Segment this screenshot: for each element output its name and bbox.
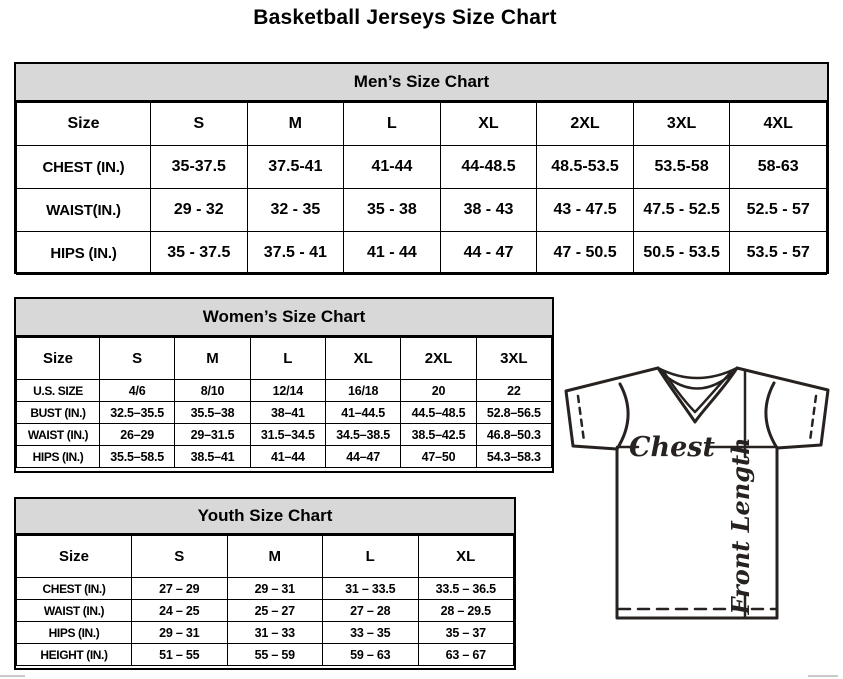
value-cell: 33.5 – 36.5 xyxy=(418,578,514,600)
column-header: XL xyxy=(325,338,400,380)
column-header: S xyxy=(151,103,248,146)
value-cell: 31 – 33 xyxy=(227,622,323,644)
row-label: BUST (IN.) xyxy=(17,402,100,424)
value-cell: 28 – 29.5 xyxy=(418,600,514,622)
jersey-vneck-outer xyxy=(658,368,737,422)
value-cell: 35 - 37.5 xyxy=(151,232,248,275)
table-row xyxy=(17,189,827,232)
value-cell: 38.5–42.5 xyxy=(401,424,476,446)
value-cell: 35-37.5 xyxy=(151,146,248,189)
table-row xyxy=(17,402,552,424)
value-cell: 53.5 - 57 xyxy=(730,232,827,275)
column-header: M xyxy=(227,536,323,578)
column-header: XL xyxy=(418,536,514,578)
table-row xyxy=(17,424,552,446)
column-header: 3XL xyxy=(633,103,730,146)
value-cell: 31 – 33.5 xyxy=(323,578,419,600)
jersey-measurement-diagram xyxy=(556,360,842,632)
value-cell: 35.5–58.5 xyxy=(100,446,175,468)
youth-size-grid xyxy=(16,535,514,666)
jersey-right-cuff-stitch xyxy=(810,396,816,441)
table-row xyxy=(17,232,827,275)
row-label: WAIST (IN.) xyxy=(17,424,100,446)
value-cell: 27 – 29 xyxy=(132,578,228,600)
value-cell: 31.5–34.5 xyxy=(250,424,325,446)
row-label: HIPS (IN.) xyxy=(17,622,132,644)
table-row xyxy=(17,600,514,622)
row-label: HIPS (IN.) xyxy=(17,446,100,468)
chest-label: Chest xyxy=(629,432,715,463)
value-cell: 63 – 67 xyxy=(418,644,514,666)
corner-header: Size xyxy=(17,536,132,578)
mens-size-table xyxy=(14,62,829,274)
value-cell: 44.5–48.5 xyxy=(401,402,476,424)
size-header-row xyxy=(17,338,552,380)
value-cell: 44-48.5 xyxy=(440,146,537,189)
corner-header: Size xyxy=(17,103,151,146)
value-cell: 26–29 xyxy=(100,424,175,446)
value-cell: 41–44.5 xyxy=(325,402,400,424)
column-header: L xyxy=(344,103,441,146)
column-header: 3XL xyxy=(476,338,551,380)
value-cell: 35.5–38 xyxy=(175,402,250,424)
scrollbar-fragment-left xyxy=(0,675,25,677)
youth-size-table xyxy=(14,497,516,670)
womens-size-grid xyxy=(16,337,552,468)
size-header-row xyxy=(17,536,514,578)
youth-size-chart-title: Youth Size Chart xyxy=(16,499,514,535)
value-cell: 22 xyxy=(476,380,551,402)
value-cell: 44 - 47 xyxy=(440,232,537,275)
jersey-left-sleeve-seam xyxy=(617,384,628,449)
value-cell: 16/18 xyxy=(325,380,400,402)
value-cell: 33 – 35 xyxy=(323,622,419,644)
value-cell: 47 - 50.5 xyxy=(537,232,634,275)
value-cell: 37.5 - 41 xyxy=(247,232,344,275)
size-header-row xyxy=(17,103,827,146)
jersey-right-sleeve-seam xyxy=(766,383,777,448)
value-cell: 59 – 63 xyxy=(323,644,419,666)
value-cell: 48.5-53.5 xyxy=(537,146,634,189)
column-header: 4XL xyxy=(730,103,827,146)
value-cell: 46.8–50.3 xyxy=(476,424,551,446)
jersey-diagram-svg xyxy=(556,360,842,632)
value-cell: 37.5-41 xyxy=(247,146,344,189)
value-cell: 32 - 35 xyxy=(247,189,344,232)
value-cell: 27 – 28 xyxy=(323,600,419,622)
value-cell: 35 - 38 xyxy=(344,189,441,232)
value-cell: 47–50 xyxy=(401,446,476,468)
jersey-collar-top-arc xyxy=(658,368,737,378)
womens-size-table xyxy=(14,297,554,473)
value-cell: 32.5–35.5 xyxy=(100,402,175,424)
row-label: HEIGHT (IN.) xyxy=(17,644,132,666)
column-header: 2XL xyxy=(401,338,476,380)
value-cell: 20 xyxy=(401,380,476,402)
column-header: XL xyxy=(440,103,537,146)
column-header: S xyxy=(100,338,175,380)
value-cell: 34.5–38.5 xyxy=(325,424,400,446)
value-cell: 43 - 47.5 xyxy=(537,189,634,232)
row-label: WAIST(IN.) xyxy=(17,189,151,232)
value-cell: 41–44 xyxy=(250,446,325,468)
womens-size-chart-title: Women’s Size Chart xyxy=(16,299,552,337)
value-cell: 47.5 - 52.5 xyxy=(633,189,730,232)
value-cell: 38.5–41 xyxy=(175,446,250,468)
value-cell: 54.3–58.3 xyxy=(476,446,551,468)
column-header: L xyxy=(323,536,419,578)
scrollbar-fragment-right xyxy=(808,675,838,677)
value-cell: 52.5 - 57 xyxy=(730,189,827,232)
column-header: 2XL xyxy=(537,103,634,146)
front-length-label: Front Length xyxy=(726,437,755,615)
value-cell: 55 – 59 xyxy=(227,644,323,666)
value-cell: 29–31.5 xyxy=(175,424,250,446)
value-cell: 4/6 xyxy=(100,380,175,402)
column-header: S xyxy=(132,536,228,578)
value-cell: 51 – 55 xyxy=(132,644,228,666)
value-cell: 38 - 43 xyxy=(440,189,537,232)
value-cell: 41 - 44 xyxy=(344,232,441,275)
value-cell: 29 – 31 xyxy=(227,578,323,600)
row-label: HIPS (IN.) xyxy=(17,232,151,275)
value-cell: 8/10 xyxy=(175,380,250,402)
row-label: U.S. SIZE xyxy=(17,380,100,402)
column-header: M xyxy=(175,338,250,380)
mens-size-chart-title: Men’s Size Chart xyxy=(16,64,827,102)
value-cell: 24 – 25 xyxy=(132,600,228,622)
mens-size-grid xyxy=(16,102,827,275)
row-label: WAIST (IN.) xyxy=(17,600,132,622)
corner-header: Size xyxy=(17,338,100,380)
value-cell: 29 – 31 xyxy=(132,622,228,644)
table-row xyxy=(17,446,552,468)
jersey-left-cuff-stitch xyxy=(578,396,584,441)
value-cell: 52.8–56.5 xyxy=(476,402,551,424)
table-row xyxy=(17,146,827,189)
value-cell: 41-44 xyxy=(344,146,441,189)
table-row xyxy=(17,622,514,644)
table-row xyxy=(17,578,514,600)
table-row xyxy=(17,644,514,666)
row-label: CHEST (IN.) xyxy=(17,146,151,189)
column-header: L xyxy=(250,338,325,380)
value-cell: 58-63 xyxy=(730,146,827,189)
column-header: M xyxy=(247,103,344,146)
value-cell: 12/14 xyxy=(250,380,325,402)
table-row xyxy=(17,380,552,402)
value-cell: 29 - 32 xyxy=(151,189,248,232)
value-cell: 44–47 xyxy=(325,446,400,468)
value-cell: 38–41 xyxy=(250,402,325,424)
value-cell: 25 – 27 xyxy=(227,600,323,622)
value-cell: 53.5-58 xyxy=(633,146,730,189)
page-title: Basketball Jerseys Size Chart xyxy=(253,6,557,29)
value-cell: 50.5 - 53.5 xyxy=(633,232,730,275)
value-cell: 35 – 37 xyxy=(418,622,514,644)
row-label: CHEST (IN.) xyxy=(17,578,132,600)
